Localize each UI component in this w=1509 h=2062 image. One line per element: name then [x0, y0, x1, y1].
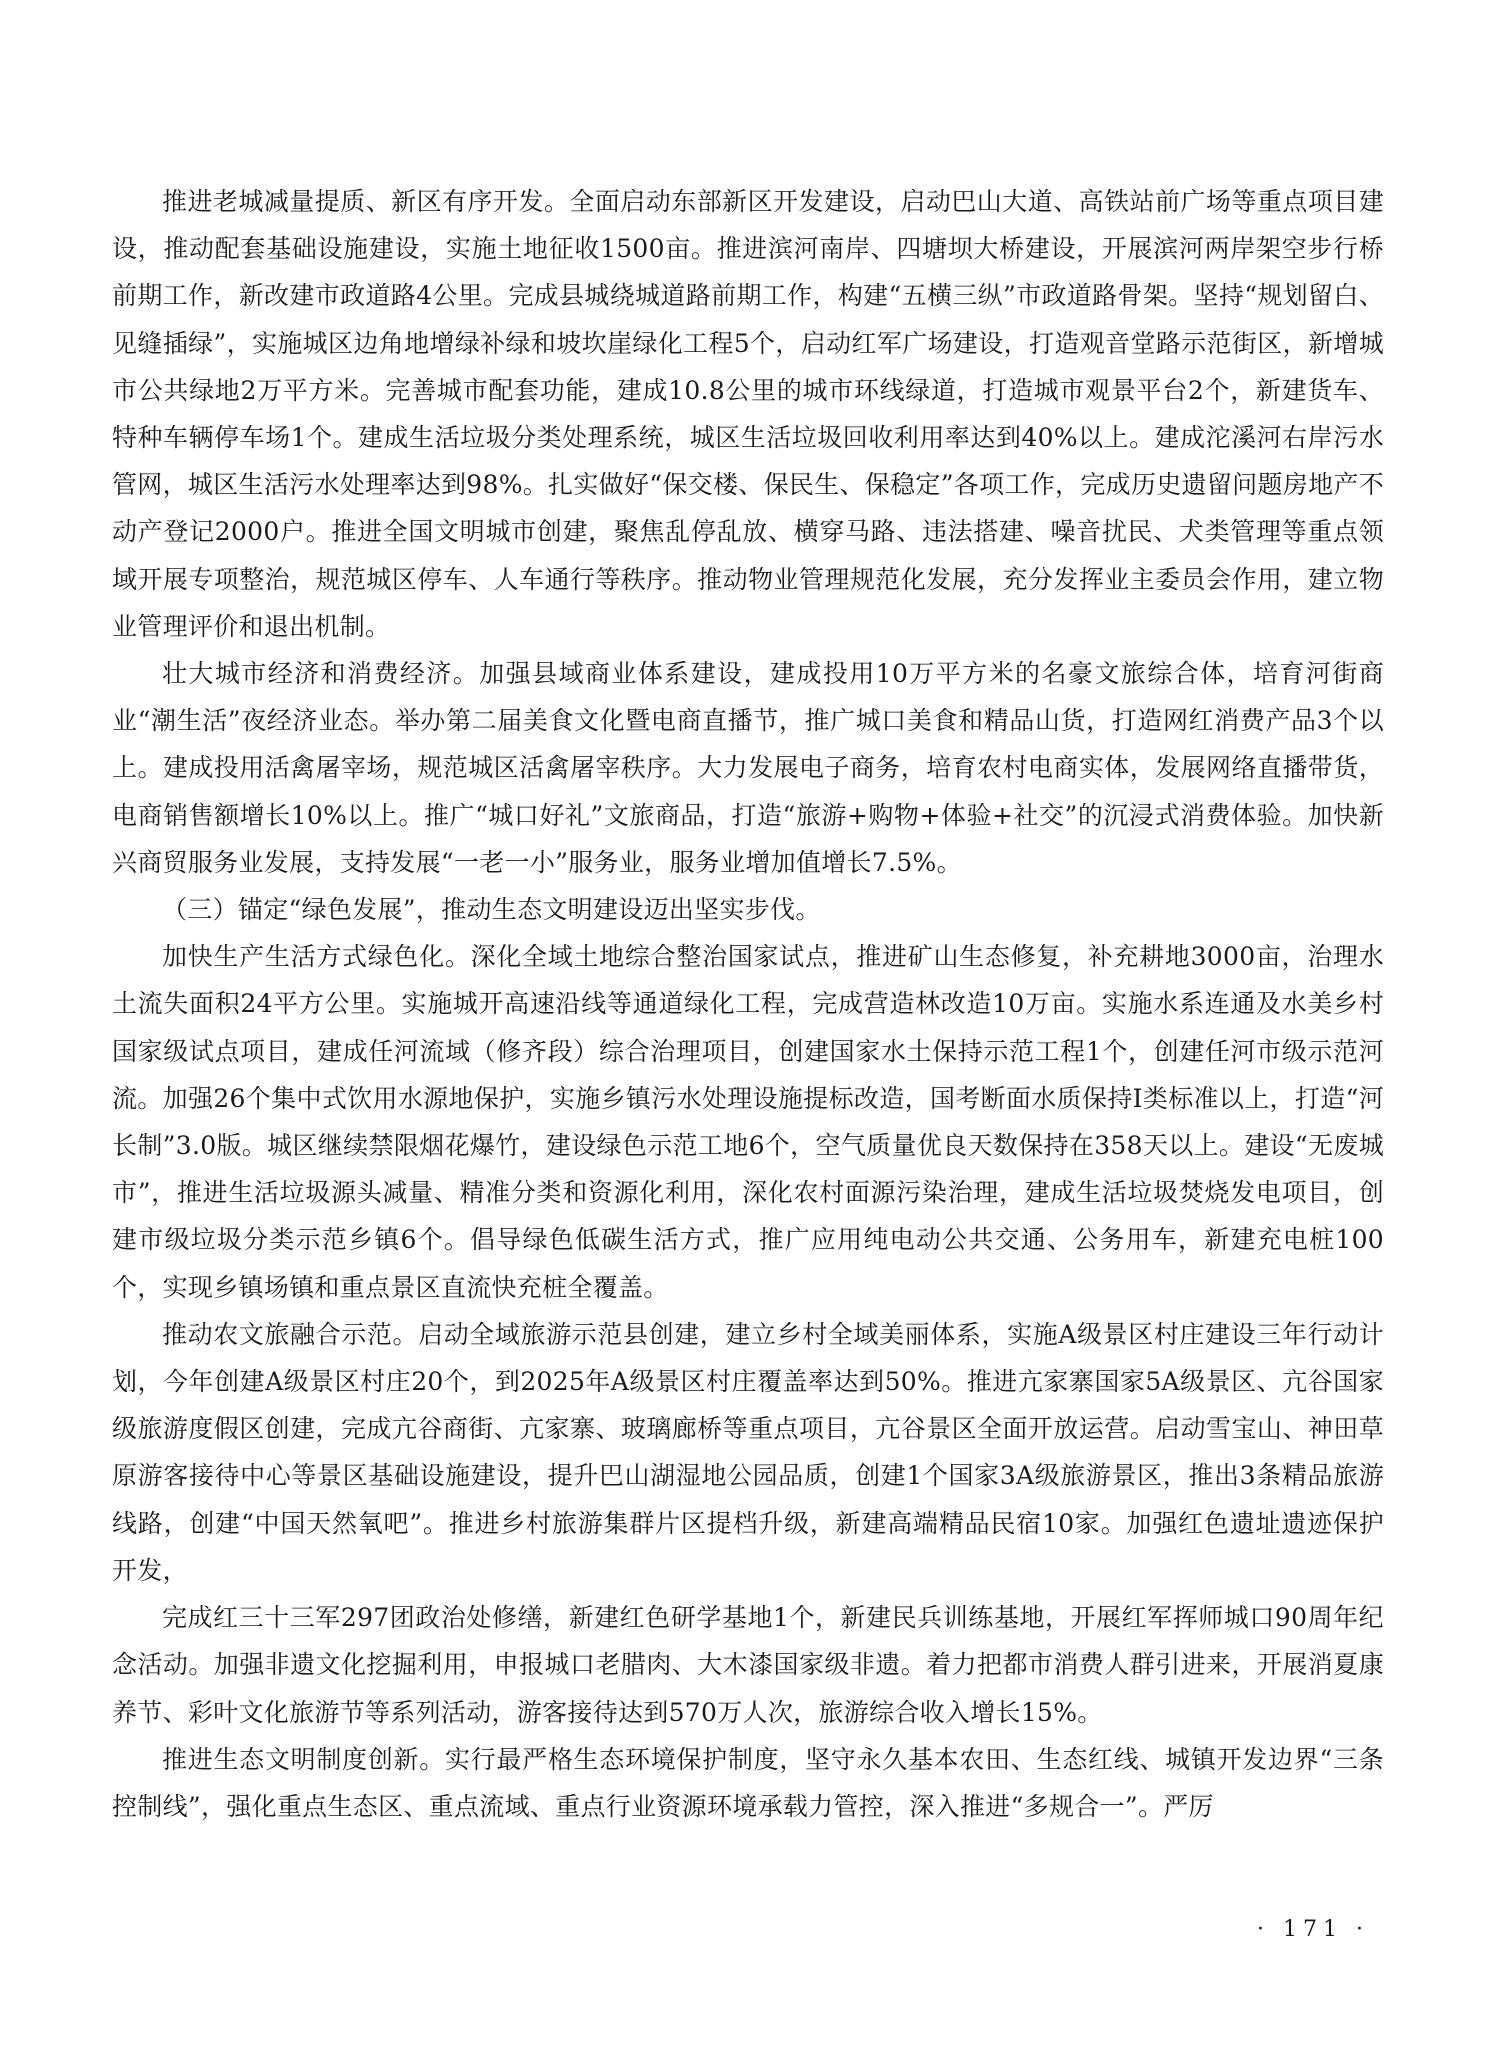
paragraph-old-city-renewal: 推进老城减量提质、新区有序开发。全面启动东部新区开发建设，启动巴山大道、高铁站前广场等重点项目建设，推动配套基础设施建设，实施土地征收1500亩。推进滨河南岸、四塘坝大桥建设，开展滨河两岸架空步行桥前期工作，新改建市政道路4公里。完成县城绕城道路前期工作，构建“五横三纵”市政道路骨架。坚持“规划留白、见缝插绿”，实施城区边角地增绿补绿和坡坎崖绿化工程5个，启动红军广场建设，打造观音堂路示范街区，新增城市公共绿地2万平方米。完善城市配套功能，建成10.8公里的城市环线绿道，打造城市观景平台2个，新建货车、特种车辆停车场1个。建成生活垃圾分类处理系统，城区生活垃圾回收利用率达到40%以上。建成沱溪河右岸污水管网，城区生活污水处理率达到98%。扎实做好“保交楼、保民生、保稳定”各项工作，完成历史遗留问题房地产不动产登记2000户。推进全国文明城市创建，聚焦乱停乱放、横穿马路、违法搭建、噪音扰民、犬类管理等重点领域开展专项整治，规范城区停车、人车通行等秩序。推动物业管理规范化发展，充分发挥业主委员会作用，建立物业管理评价和退出机制。 [112, 187, 1384, 641]
paragraph-red-heritage: 完成红三十三军297团政治处修缮，新建红色研学基地1个，新建民兵训练基地，开展红军挥师城口90周年纪念活动。加强非遗文化挖掘利用，申报城口老腊肉、大木漆国家级非遗。着力把都市消费人群引进来，开展消夏康养节、彩叶文化旅游节等系列活动，游客接待达到570万人次，旅游综合收入增长15%。 [112, 1603, 1384, 1727]
paragraph-urban-consumer-economy: 壮大城市经济和消费经济。加强县域商业体系建设，建成投用10万平方米的名豪文旅综合体，培育河街商业“潮生活”夜经济业态。举办第二届美食文化暨电商直播节，推广城口美食和精品山货，打造网红消费产品3个以上。建成投用活禽屠宰场，规范城区活禽屠宰秩序。大力发展电子商务，培育农村电商实体，发展网络直播带货，电商销售额增长10%以上。推广“城口好礼”文旅商品，打造“旅游+购物+体验+社交”的沉浸式消费体验。加快新兴商贸服务业发展，支持发展“一老一小”服务业，服务业增加值增长7.5%。 [112, 659, 1384, 877]
paragraph-green-lifestyle: 加快生产生活方式绿色化。深化全域土地综合整治国家试点，推进矿山生态修复，补充耕地3000亩，治理水土流失面积24平方公里。实施城开高速沿线等通道绿化工程，完成营造林改造10万亩。实施水系连通及水美乡村国家级试点项目，建成任河流域（修齐段）综合治理项目，创建国家水土保持示范工程1个，创建任河市级示范河流。加强26个集中式饮用水源地保护，实施乡镇污水处理设施提标改造，国考断面水质保持Ⅰ类标准以上，打造“河长制”3.0版。城区继续禁限烟花爆竹，建设绿色示范工地6个，空气质量优良天数保持在358天以上。建设“无废城市”，推进生活垃圾源头减量、精准分类和资源化利用，深化农村面源污染治理，建成生活垃圾焚烧发电项目，创建市级垃圾分类示范乡镇6个。倡导绿色低碳生活方式，推广应用纯电动公共交通、公务用车，新建充电桩100个，实现乡镇场镇和重点景区直流快充桩全覆盖。 [112, 942, 1384, 1302]
page-number: · 171 · [1257, 1917, 1369, 1942]
paragraph-eco-civilization-system: 推进生态文明制度创新。实行最严格生态环境保护制度，坚守永久基本农田、生态红线、城镇开发边界“三条控制线”，强化重点生态区、重点流域、重点行业资源环境承载力管控，深入推进“多规合一”。严厉 [112, 1744, 1384, 1821]
paragraph-agri-culture-tourism: 推动农文旅融合示范。启动全域旅游示范县创建，建立乡村全域美丽体系，实施A级景区村庄建设三年行动计划，今年创建A级景区村庄20个，到2025年A级景区村庄覆盖率达到50%。推进亢家寨国家5A级景区、亢谷国家级旅游度假区创建，完成亢谷商街、亢家寨、玻璃廊桥等重点项目，亢谷景区全面开放运营。启动雪宝山、神田草原游客接待中心等景区基础设施建设，提升巴山湖湿地公园品质，创建1个国家3A级旅游景区，推出3条精品旅游线路，创建“中国天然氧吧”。推进乡村旅游集群片区提档升级，新建高端精品民宿10家。加强红色遗址遗迹保护开发， [112, 1319, 1384, 1585]
document-body [112, 178, 1384, 1830]
section-heading-green-development: （三）锚定“绿色发展”，推动生态文明建设迈出坚实步伐。 [162, 895, 821, 925]
